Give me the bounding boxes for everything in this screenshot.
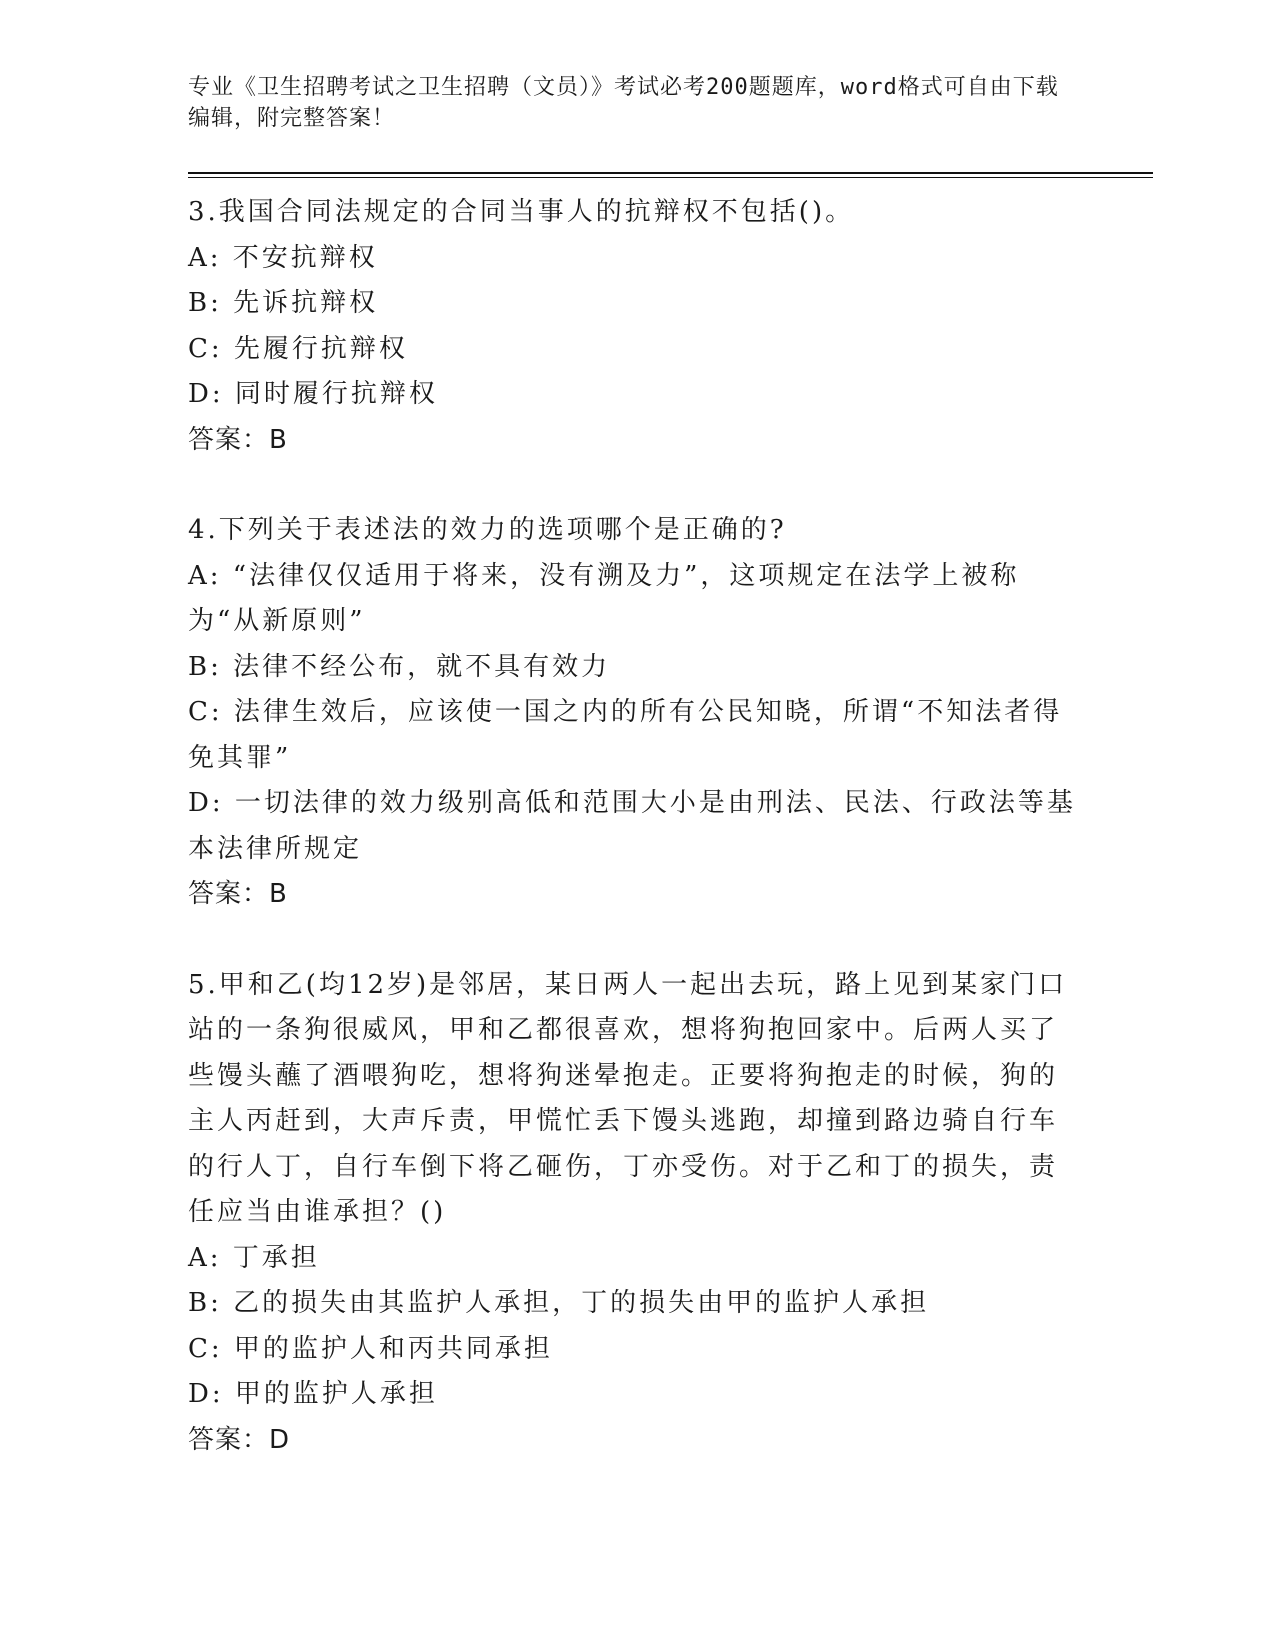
header-divider-thick <box>188 172 1153 174</box>
question-stem: 5.甲和乙(均12岁)是邻居，某日两人一起出去玩，路上见到某家门口站的一条狗很威风，甲和乙都很喜欢，想将狗抱回家中。后两人买了些馒头蘸了酒喂狗吃，想将狗迷晕抱走。正要将狗抱走的时候，狗的主人丙赶到，大声斥责，甲慌忙丢下馒头逃跑，却撞到路边骑自行车的行人丁，自行车倒下将乙砸伤，丁亦受伤。对于乙和丁的损失，责任应当由谁承担？() <box>188 969 1068 1227</box>
option-c: C: 法律生效后，应该使一国之内的所有公民知晓，所谓“不知法者得免其罪” <box>188 697 1063 773</box>
question-3 <box>188 190 1078 463</box>
question-4 <box>188 508 1078 918</box>
question-5 <box>188 963 1078 1464</box>
option-a: A: “法律仅仅适用于将来，没有溯及力”，这项规定在法学上被称为“从新原则” <box>188 560 1020 636</box>
document-header: 专业《卫生招聘考试之卫生招聘（文员）》考试必考200题题库，word格式可自由下载编辑，附完整答案！ <box>188 75 1059 131</box>
answer-line: 答案：B <box>188 879 288 909</box>
option-a: A: 丁承担 <box>188 1242 320 1273</box>
option-d: D: 一切法律的效力级别高低和范围大小是由刑法、民法、行政法等基本法律所规定 <box>188 788 1076 864</box>
option-a: A: 不安抗辩权 <box>188 242 378 273</box>
option-d: D: 同时履行抗辩权 <box>188 379 438 409</box>
option-d: D: 甲的监护人承担 <box>188 1379 438 1409</box>
option-c: C: 甲的监护人和丙共同承担 <box>188 1333 553 1364</box>
question-list <box>188 190 1078 1463</box>
option-c: C: 先履行抗辩权 <box>188 333 408 364</box>
answer-line: 答案：D <box>188 1424 291 1455</box>
option-b: B: 先诉抗辩权 <box>188 288 379 318</box>
option-b: B: 法律不经公布，就不具有效力 <box>188 651 611 682</box>
question-stem: 3.我国合同法规定的合同当事人的抗辩权不包括()。 <box>188 197 855 227</box>
option-b: B: 乙的损失由其监护人承担，丁的损失由甲的监护人承担 <box>188 1288 930 1318</box>
document-page <box>188 72 1148 1463</box>
question-stem: 4.下列关于表述法的效力的选项哪个是正确的? <box>188 515 787 545</box>
answer-line: 答案：B <box>188 424 288 455</box>
header-divider-thin <box>188 177 1153 178</box>
